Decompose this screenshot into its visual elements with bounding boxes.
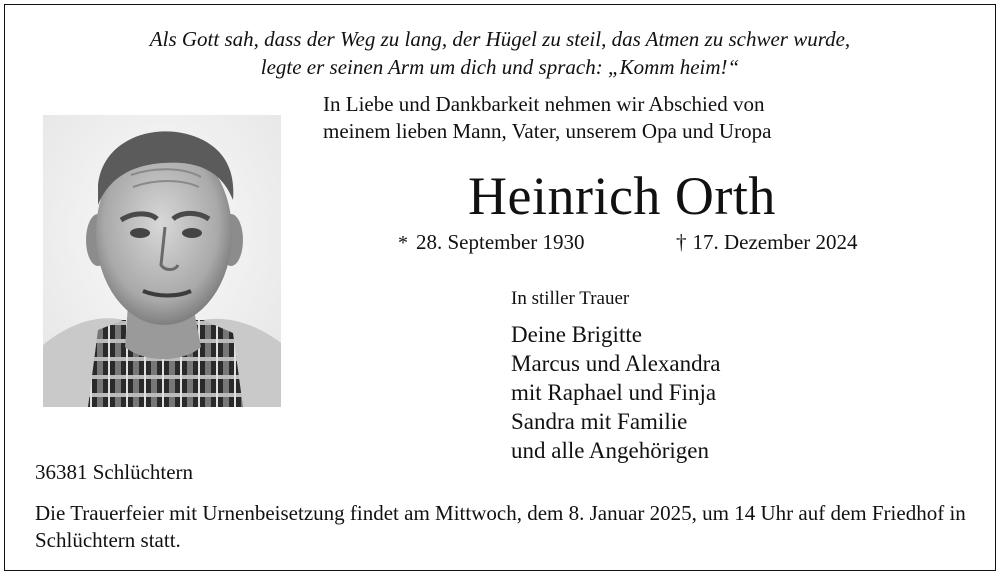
death-date: 17. Dezember 2024 [692,230,858,254]
birth-date-line [398,228,585,257]
quote-line-1: Als Gott sah, dass der Weg zu lang, der Hügel zu steil, das Atmen zu schwer wurde, [149,27,851,51]
farewell-intro [323,91,771,145]
death-date-line [676,228,858,256]
mourner-item: Deine Brigitte [511,322,642,347]
death-cross-icon: † [676,230,687,254]
portrait-image [43,115,281,407]
mourning-label: In stiller Trauer [511,288,630,309]
mourner-item: und alle Angehörigen [511,438,710,463]
intro-line-1: In Liebe und Dankbarkeit nehmen wir Abschied von [323,92,765,116]
mourner-item: mit Raphael und Finja [511,380,717,405]
birth-star-icon: * [398,232,408,254]
deceased-name: Heinrich Orth [468,166,776,226]
quote-line-2: legte er seinen Arm um dich und sprach: „Komm heim!“ [260,55,740,79]
intro-line-2: meinem lieben Mann, Vater, unserem Opa und Uropa [323,119,772,143]
location: 36381 Schlüchtern [35,460,194,484]
ceremony-info: Die Trauerfeier mit Urnenbeisetzung findet am Mittwoch, dem 8. Januar 2025, um 14 Uhr auf dem Friedhof in Schlüchtern statt. [35,501,966,552]
opening-quote [5,25,995,81]
birth-date: 28. September 1930 [416,230,585,254]
obituary-notice [4,4,996,571]
mourners-list [511,320,721,465]
portrait-photo [43,115,281,407]
mourner-item: Sandra mit Familie [511,409,688,434]
mourner-item: Marcus und Alexandra [511,351,721,376]
